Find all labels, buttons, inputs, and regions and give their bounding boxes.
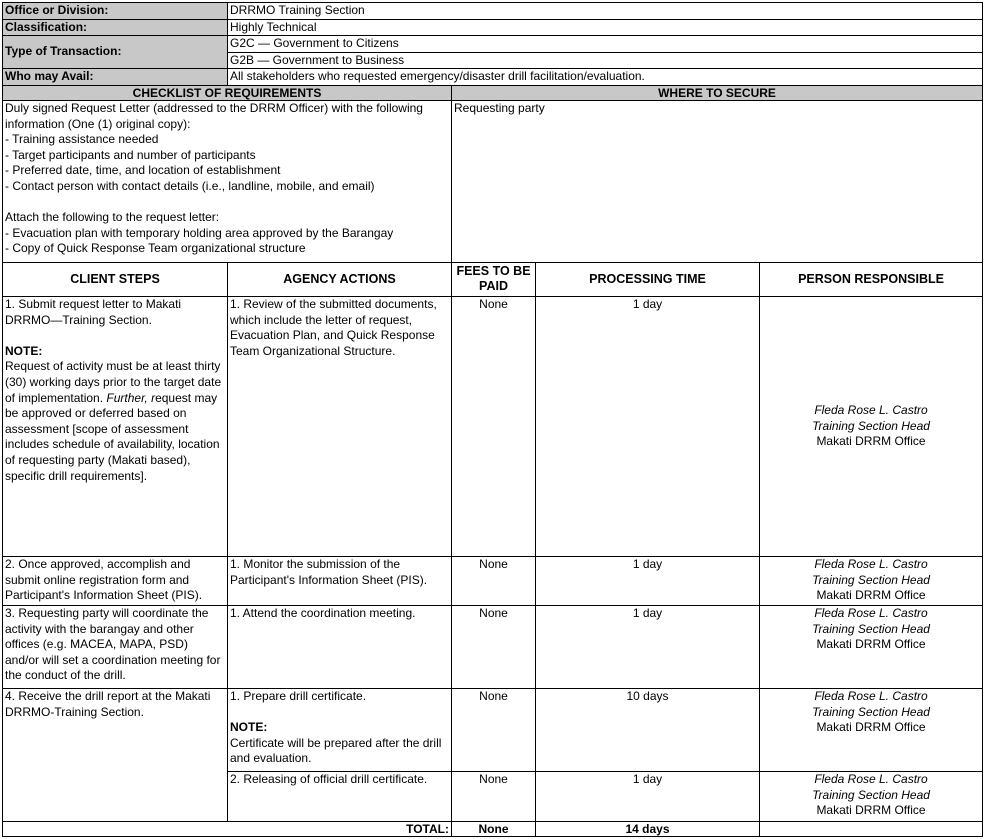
person-responsible-header: PERSON RESPONSIBLE bbox=[760, 262, 983, 296]
fees-2: None bbox=[452, 556, 536, 605]
where-to-secure-header: WHERE TO SECURE bbox=[452, 85, 983, 100]
agency-action-1: 1. Review of the submitted documents, which include the letter of request, Evacuation Plan, and Quick Response Team Organizational Structure. bbox=[228, 296, 452, 556]
person-responsible-3 bbox=[760, 605, 983, 688]
person-office: Makati DRRM Office bbox=[816, 720, 926, 735]
avail-row bbox=[3, 69, 983, 86]
person-name: Fleda Rose L. Castro bbox=[814, 771, 928, 786]
processing-time-header: PROCESSING TIME bbox=[536, 262, 760, 296]
requirement-item: - Training assistance needed bbox=[5, 132, 159, 147]
total-person-blank bbox=[760, 821, 983, 836]
transaction-value-g2b: G2B — Government to Business bbox=[228, 52, 983, 69]
agency-action-4 bbox=[228, 688, 452, 771]
person-name: Fleda Rose L. Castro bbox=[814, 688, 928, 703]
attach-item: - Evacuation plan with temporary holding area approved by the Barangay bbox=[5, 225, 394, 240]
spacer bbox=[5, 195, 449, 211]
person-responsible-2 bbox=[760, 556, 983, 605]
classification-row bbox=[3, 19, 983, 36]
person-responsible-5 bbox=[760, 771, 983, 821]
classification-label: Classification: bbox=[3, 19, 228, 36]
requirement-item: - Target participants and number of participants bbox=[5, 147, 256, 162]
person-title: Training Section Head bbox=[812, 704, 930, 719]
checklist-row bbox=[3, 100, 983, 262]
where-to-secure-cell: Requesting party bbox=[452, 100, 983, 262]
client-step-text: 1. Submit request letter to Makati DRRMO—Training Section. bbox=[5, 296, 182, 327]
checklist-header: CHECKLIST OF REQUIREMENTS bbox=[3, 85, 452, 100]
person-responsible-1 bbox=[760, 296, 983, 556]
fees-4: None bbox=[452, 688, 536, 771]
person-office: Makati DRRM Office bbox=[816, 434, 926, 449]
client-step-1 bbox=[3, 296, 228, 556]
total-blank bbox=[3, 821, 228, 836]
processing-time-4: 10 days bbox=[536, 688, 760, 771]
transaction-label: Type of Transaction: bbox=[3, 36, 228, 69]
person-name: Fleda Rose L. Castro bbox=[814, 403, 928, 418]
note-text-italic: Further, r bbox=[106, 390, 156, 405]
agency-action-5: 2. Releasing of official drill certificate. bbox=[228, 771, 452, 821]
spacer bbox=[230, 705, 449, 721]
person-title: Training Section Head bbox=[812, 621, 930, 636]
note-text bbox=[5, 359, 225, 484]
step-row-4 bbox=[3, 688, 983, 771]
office-value: DRRMO Training Section bbox=[228, 3, 983, 20]
agency-action-2: 1. Monitor the submission of the Participant's Information Sheet (PIS). bbox=[228, 556, 452, 605]
requirement-item: - Contact person with contact details (i.e., landline, mobile, and email) bbox=[5, 178, 375, 193]
processing-time-3: 1 day bbox=[536, 605, 760, 688]
processing-time-2: 1 day bbox=[536, 556, 760, 605]
transaction-value-g2c: G2C — Government to Citizens bbox=[228, 36, 983, 53]
person-title: Training Section Head bbox=[812, 787, 930, 802]
fees-1: None bbox=[452, 296, 536, 556]
total-time: 14 days bbox=[536, 821, 760, 836]
note-label: NOTE: bbox=[5, 343, 43, 358]
requirements-intro: Duly signed Request Letter (addressed to the DRRM Officer) with the following information (One (1) original copy): bbox=[5, 100, 423, 131]
step-row-3 bbox=[3, 605, 983, 688]
fees-3: None bbox=[452, 605, 536, 688]
client-step-2: 2. Once approved, accomplish and submit online registration form and Participant's Information Sheet (PIS). bbox=[3, 556, 228, 605]
person-office: Makati DRRM Office bbox=[816, 803, 926, 818]
attach-intro: Attach the following to the request letter: bbox=[5, 210, 220, 225]
columns-header-row bbox=[3, 262, 983, 296]
total-row bbox=[3, 821, 983, 836]
agency-action-text: 1. Prepare drill certificate. bbox=[230, 688, 367, 703]
classification-value: Highly Technical bbox=[228, 19, 983, 36]
office-row bbox=[3, 3, 983, 20]
client-step-4: 4. Receive the drill report at the Makati DRRMO-Training Section. bbox=[3, 688, 228, 821]
person-responsible-4 bbox=[760, 688, 983, 771]
step-row-2 bbox=[3, 556, 983, 605]
person-office: Makati DRRM Office bbox=[816, 637, 926, 652]
note-text-part: equest may be approved or deferred based on assessment [scope of assessment includes schedule of availability, location of requesting party (Makati based), specific drill requirements]. bbox=[5, 390, 220, 483]
requirement-item: - Preferred date, time, and location of establishment bbox=[5, 163, 281, 178]
checklist-header-row bbox=[3, 85, 983, 100]
attach-item: - Copy of Quick Response Team organizational structure bbox=[5, 241, 306, 256]
processing-time-1: 1 day bbox=[536, 296, 760, 556]
client-steps-header: CLIENT STEPS bbox=[3, 262, 228, 296]
note-label: NOTE: bbox=[230, 720, 268, 735]
transaction-row-1 bbox=[3, 36, 983, 53]
note-text-part: Request of activity must be at least thirty (30) working days prior to the target date of implementation. bbox=[5, 359, 222, 405]
avail-label: Who may Avail: bbox=[3, 69, 228, 86]
spacer bbox=[5, 328, 225, 344]
agency-actions-header: AGENCY ACTIONS bbox=[228, 262, 452, 296]
step-row-1 bbox=[3, 296, 983, 556]
service-table bbox=[2, 2, 983, 837]
client-step-3: 3. Requesting party will coordinate the activity with the barangay and other offices (e.g. MACEA, MAPA, PSD) and/or will set a coordination meeting for the conduct of the drill. bbox=[3, 605, 228, 688]
person-title: Training Section Head bbox=[812, 572, 930, 587]
person-title: Training Section Head bbox=[812, 418, 930, 433]
person-office: Makati DRRM Office bbox=[816, 588, 926, 603]
person-name: Fleda Rose L. Castro bbox=[814, 556, 928, 571]
note-text: Certificate will be prepared after the drill and evaluation. bbox=[230, 735, 442, 766]
total-fees: None bbox=[452, 821, 536, 836]
processing-time-5: 1 day bbox=[536, 771, 760, 821]
office-label: Office or Division: bbox=[3, 3, 228, 20]
avail-value: All stakeholders who requested emergency/disaster drill facilitation/evaluation. bbox=[228, 69, 983, 86]
total-label: TOTAL: bbox=[228, 821, 452, 836]
agency-action-3: 1. Attend the coordination meeting. bbox=[228, 605, 452, 688]
fees-5: None bbox=[452, 771, 536, 821]
person-name: Fleda Rose L. Castro bbox=[814, 605, 928, 620]
requirements-cell bbox=[3, 100, 452, 262]
fees-header: FEES TO BE PAID bbox=[452, 262, 536, 296]
